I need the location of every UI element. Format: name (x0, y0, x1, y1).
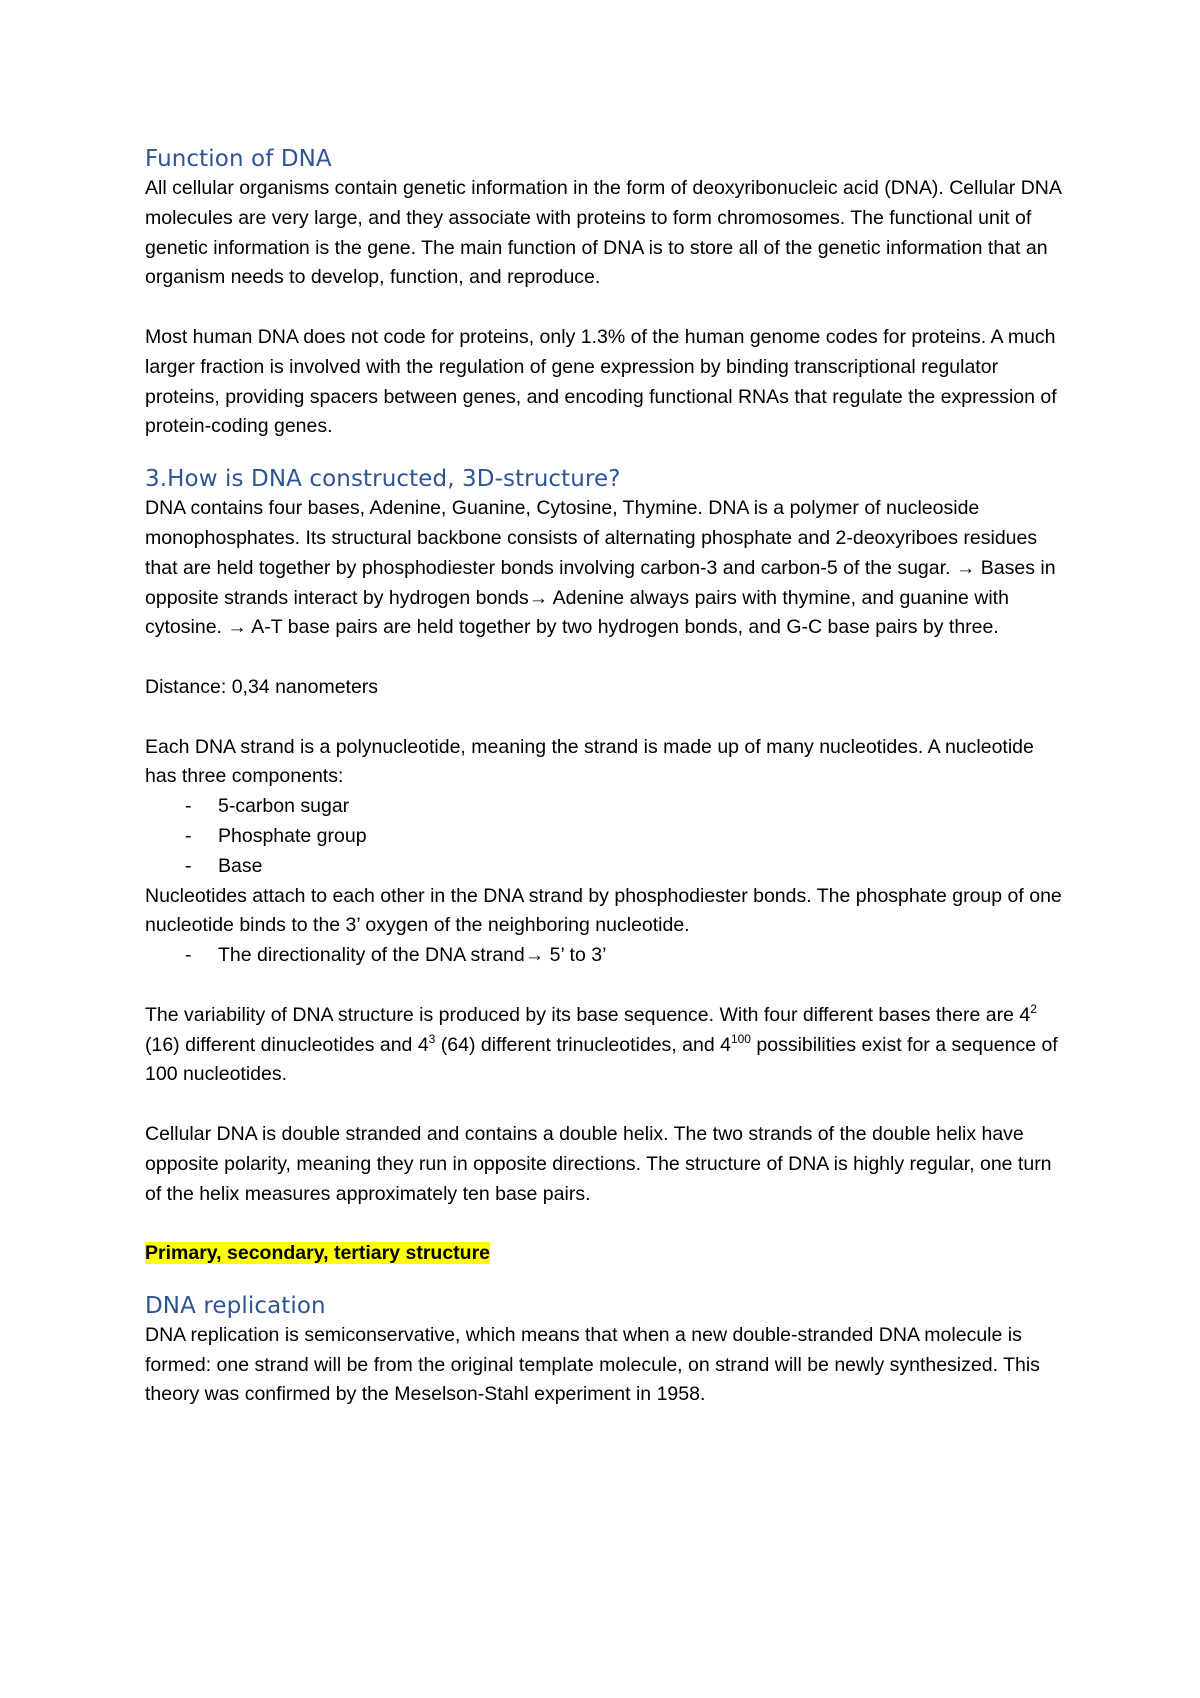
variability-text-a: The variability of DNA structure is produced by its base sequence. With four different bases there are 4 (145, 1003, 1031, 1026)
superscript: 100 (730, 1031, 751, 1046)
paragraph-function-1: All cellular organisms contain genetic information in the form of deoxyribonucleic acid (DNA). Cellular DNA molecules are very large, and they associate with proteins to form chromosomes. The functional unit of genetic information is the gene. The main function of DNA is to store all of the genetic information that an organism needs to develop, function, and reproduce. (145, 177, 1061, 289)
spacer (145, 643, 1070, 673)
arrow-icon: → (227, 616, 247, 639)
heading-dna-replication: DNA replication (145, 1292, 326, 1319)
paragraph-variability (145, 1001, 1070, 1090)
variability-text-c: (64) different trinucleotides, and 4 (435, 1033, 731, 1056)
spacer (145, 1090, 1070, 1120)
directionality-list (145, 941, 1070, 971)
superscript: 2 (1030, 1001, 1037, 1016)
structure-text-a: DNA contains four bases, Adenine, Guanine, Cytosine, Thymine. DNA is a polymer of nucleoside monophosphates. Its structural backbone consists of alternating phosphate and 2-deoxyriboes residues that are held together by phosphodiester bonds involving carbon-3 and carbon-5 of the sugar. (145, 497, 1038, 579)
arrow-icon: → (524, 944, 545, 967)
spacer (145, 971, 1070, 1001)
spacer (145, 1209, 1070, 1239)
list-item: - 5-carbon sugar (145, 792, 1070, 822)
paragraph-highlight (145, 1239, 1070, 1269)
paragraph-distance: Distance: 0,34 nanometers (145, 675, 379, 698)
heading-dna-structure: 3.How is DNA constructed, 3D-structure? (145, 466, 621, 493)
superscript: 3 (428, 1031, 436, 1046)
structure-text-d: A-T base pairs are held together by two hydrogen bonds, and G-C base pairs by three. (246, 616, 999, 639)
heading-function-of-dna: Function of DNA (145, 146, 332, 172)
spacer (145, 293, 1070, 323)
spacer (145, 703, 1070, 733)
paragraph-polynucleotide: Each DNA strand is a polynucleotide, meaning the strand is made up of many nucleotides. A nucleotide has three components: (145, 735, 1034, 788)
variability-text-b: (16) different dinucleotides and 4 (145, 1033, 429, 1056)
list-item: - Base (145, 852, 1070, 882)
paragraph-double-helix: Cellular DNA is double stranded and contains a double helix. The two strands of the double helix have opposite polarity, meaning they run in opposite directions. The structure of DNA is highly regular, one turn of the helix measures approximately ten base pairs. (145, 1122, 1052, 1205)
highlighted-text: Primary, secondary, tertiary structure (145, 1242, 491, 1265)
paragraph-structure-1 (145, 494, 1070, 643)
list-item (145, 941, 1070, 971)
spacer (145, 1269, 1070, 1291)
spacer (145, 442, 1070, 464)
variability-text-d: possibilities exist for a sequence of 100 nucleotides. (145, 1033, 1058, 1086)
list-item: - Phosphate group (145, 822, 1070, 852)
paragraph-phosphodiester: Nucleotides attach to each other in the DNA strand by phosphodiester bonds. The phosphate group of one nucleotide binds to the 3’ oxygen of the neighboring nucleotide. (145, 884, 1062, 937)
paragraph-replication: DNA replication is semiconservative, which means that when a new double-stranded DNA molecule is formed: one strand will be from the original template molecule, on strand will be newly synthesized. This theory was confirmed by the Meselson-Stahl experiment in 1958. (145, 1323, 1040, 1406)
structure-text-b: Bases in opposite strands interact by hydrogen bonds (145, 556, 1056, 609)
directionality-value: 5’ to 3’ (544, 944, 607, 967)
document-page (145, 144, 1070, 1410)
structure-text-c: Adenine always pairs with thymine, and guanine with cytosine. (145, 586, 1009, 639)
nucleotide-components-list (145, 792, 1070, 881)
paragraph-function-2: Most human DNA does not code for proteins, only 1.3% of the human genome codes for proteins. A much larger fraction is involved with the regulation of gene expression by binding transcriptional regulator proteins, providing spacers between genes, and encoding functional RNAs that regulate the expression of protein-coding genes. (145, 325, 1057, 438)
arrow-icon: → (528, 586, 549, 609)
arrow-icon: → (955, 556, 976, 579)
directionality-text: The directionality of the DNA strand (218, 944, 525, 967)
